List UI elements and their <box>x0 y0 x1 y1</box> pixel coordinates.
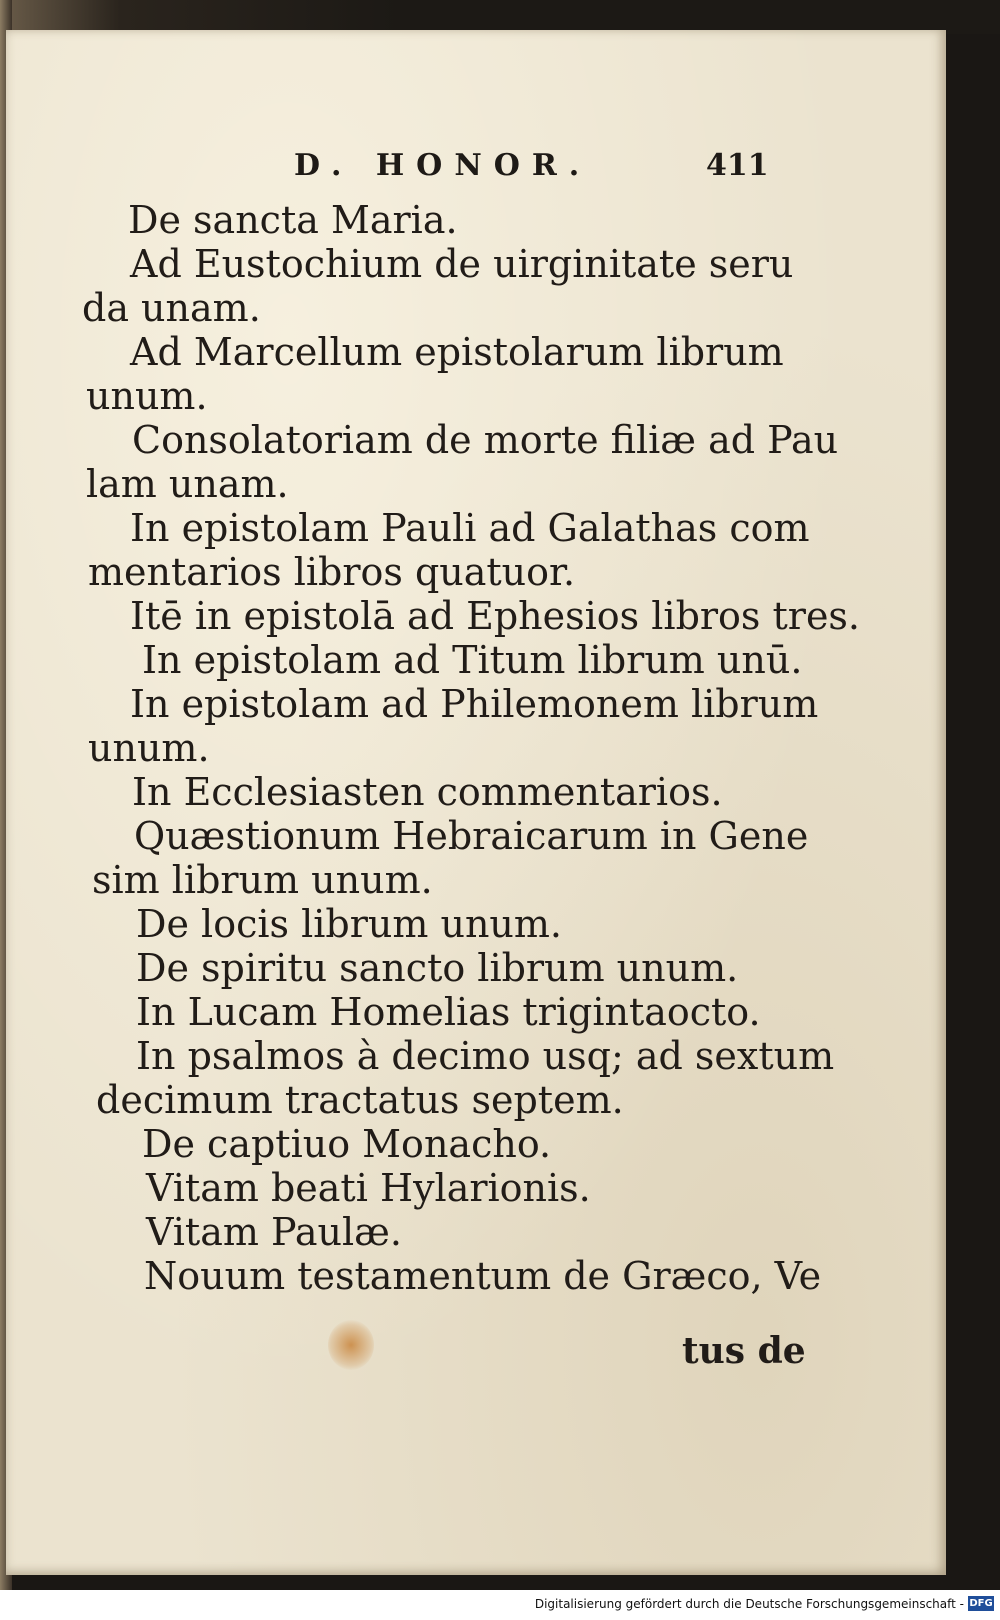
text-line: Itē in epistolā ad Ephesios libros tres. <box>130 594 861 638</box>
text-line: In Ecclesiasten commentarios. <box>132 770 723 814</box>
text-line: In epistolam ad Titum librum unū. <box>142 638 803 682</box>
text-line: sim librum unum. <box>92 858 433 902</box>
text-line: decimum tractatus septem. <box>96 1078 624 1122</box>
scan-background-top <box>0 0 1000 34</box>
text-line: De captiuo Monacho. <box>142 1122 552 1166</box>
text-line: mentarios libros quatuor. <box>88 550 576 594</box>
text-line: In Lucam Homelias trigintaocto. <box>136 990 761 1034</box>
running-head: D. HONOR. <box>294 148 592 183</box>
text-line: unum. <box>88 726 210 770</box>
text-line: Ad Eustochium de uirginitate seru <box>130 242 794 286</box>
text-line: unum. <box>86 374 208 418</box>
page-header <box>6 148 946 188</box>
text-line: Vitam Paulæ. <box>146 1210 402 1254</box>
digitization-footer <box>0 1590 1000 1620</box>
text-line: Nouum testamentum de Græco, Ve <box>144 1254 822 1298</box>
text-line: De sancta Maria. <box>128 198 458 242</box>
funding-credit: Digitalisierung gefördert durch die Deutsche Forschungsgemeinschaft - <box>534 1597 964 1611</box>
text-line: De locis librum unum. <box>136 902 562 946</box>
text-line: In psalmos à decimo usq; ad sextum <box>136 1034 835 1078</box>
text-line: Vitam beati Hylarionis. <box>146 1166 591 1210</box>
dfg-logo: DFG <box>969 1598 993 1609</box>
text-line: Ad Marcellum epistolarum librum <box>130 330 784 374</box>
folio-number: 411 <box>706 148 769 183</box>
ink-stain <box>328 1320 374 1370</box>
catchword: tus de <box>682 1330 806 1372</box>
text-line: De spiritu sancto librum unum. <box>136 946 739 990</box>
text-line: In epistolam Pauli ad Galathas com <box>130 506 810 550</box>
text-line: Consolatoriam de morte filiæ ad Pau <box>132 418 839 462</box>
book-page <box>6 30 946 1575</box>
text-line: Quæstionum Hebraicarum in Gene <box>134 814 809 858</box>
text-line: In epistolam ad Philemonem librum <box>130 682 819 726</box>
text-line: lam unam. <box>86 462 289 506</box>
text-line: da unam. <box>82 286 261 330</box>
